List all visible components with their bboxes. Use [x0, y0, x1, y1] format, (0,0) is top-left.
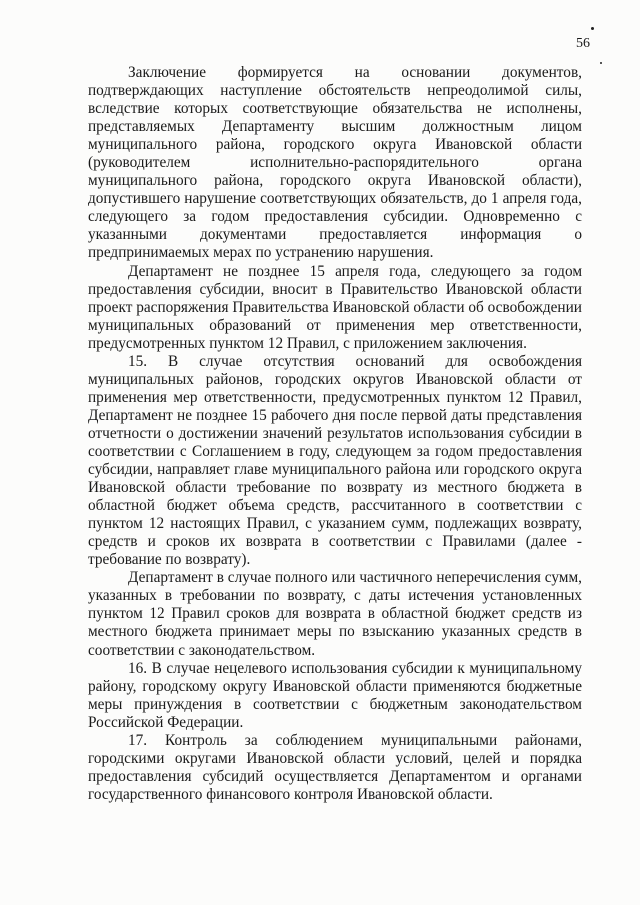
paragraph-item-15: 15. В случае отсутствия оснований для освобождения муниципальных районов, городских округов Ивановской области от применения мер ответственности, предусмотренных пунктом 12 Правил, Департамент не позднее 15 рабочего дня после первой даты представления отчетности о достижении значений результатов использования субсидии в соответствии с Соглашением в году, следующем за годом предоставления субсидии, направляет главе муниципального района или городского округа Ивановской области требование по возврату из местного бюджета в областной бюджет объема средств, рассчитанного в соответствии с пунктом 12 настоящих Правил, с указанием сумм, подлежащих возврату, средств и сроков их возврата в соответствии с Правилами (далее - требование по возврату).	[88, 352, 582, 569]
paragraph-item-17: 17. Контроль за соблюдением муниципальными районами, городскими округами Ивановской области условий, целей и порядка предоставления субсидий осуществляется Департаментом и органами государственного финансового контроля Ивановской области.	[88, 731, 582, 803]
paragraph-department-deadline: Департамент не позднее 15 апреля года, следующего за годом предоставления субсидии, вносит в Правительство Ивановской области проект распоряжения Правительства Ивановской области об освобождении муниципальных образований от применения мер ответственности, предусмотренных пунктом 12 Правил, с приложением заключения.	[88, 262, 582, 352]
paragraph-conclusion: Заключение формируется на основании документов, подтверждающих наступление обстоятельств непреодолимой силы, вследствие которых соответствующие обязательства не исполнены, представляемых Департаменту высшим должностным лицом муниципального района, городского округа Ивановской области (руководителем исполнительно-распорядительного органа муниципального района, городского округа Ивановской области), допустившего нарушение соответствующих обязательств, до 1 апреля года, следующего за годом предоставления субсидии. Одновременно с указанными документами предоставляется информация о предпринимаемых мерах по устранению нарушения.	[88, 64, 582, 262]
document-body	[88, 64, 582, 804]
page-number: 56	[576, 36, 590, 51]
paragraph-non-transfer: Департамент в случае полного или частичного неперечисления сумм, указанных в требовании по возврату, с даты истечения установленных пунктом 12 Правил сроков для возврата в областной бюджет средств из местного бюджета принимает меры по взысканию указанных средств в соответствии с законодательством.	[88, 569, 582, 659]
scan-speck	[591, 27, 594, 30]
paragraph-item-16: 16. В случае нецелевого использования субсидии к муниципальному району, городскому округу Ивановской области применяются бюджетные меры принуждения в соответствии с бюджетным законодательством Российской Федерации.	[88, 659, 582, 731]
scan-speck	[600, 62, 602, 64]
